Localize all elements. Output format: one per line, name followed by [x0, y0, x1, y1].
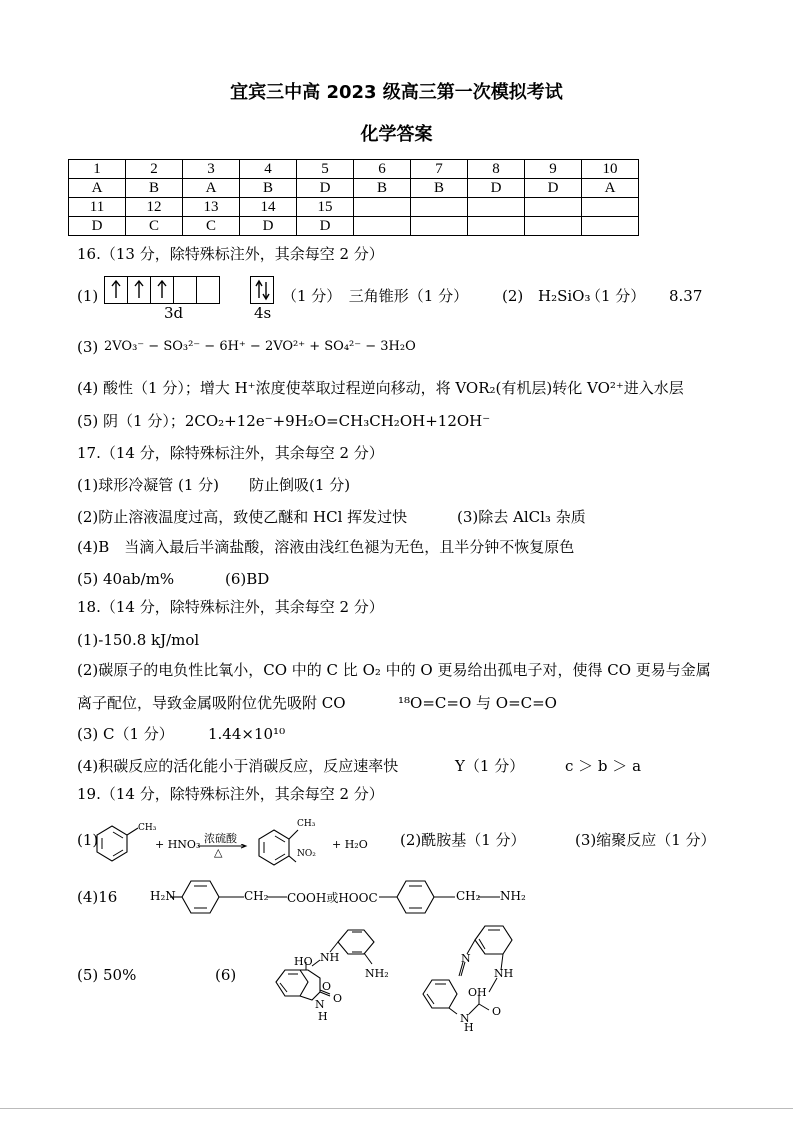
q19-header: 19.（14 分，除特殊标注外，其余每空 2 分） — [77, 785, 384, 803]
answer-table-cell: 14 — [240, 198, 297, 217]
q16-part2-note: （1 分） — [586, 287, 646, 305]
answer-table-cell — [411, 217, 468, 236]
s2-n-label: N — [461, 952, 471, 965]
product-ch3-label: CH₃ — [297, 819, 316, 829]
q16-part2-value: 8.37 — [669, 287, 703, 305]
q16-header: 16.（13 分，除特殊标注外，其余每空 2 分） — [77, 245, 384, 263]
s1-nh2-label: NH₂ — [365, 967, 389, 980]
answer-table-cell — [411, 198, 468, 217]
q19-part6-number: (6) — [215, 966, 237, 984]
orbital-box-up-arrow-icon — [105, 277, 128, 303]
isomer-ch2-label-2: CH₂ — [456, 889, 481, 903]
s2-carbonyl-o-label: O — [492, 1005, 502, 1018]
q18-line5-part4: (4)积碳反应的活化能小于消碳反应，反应速率快 — [77, 757, 399, 775]
q18-line3: 离子配位，导致金属吸附位优先吸附 CO — [77, 694, 346, 712]
heat-label: △ — [214, 846, 223, 859]
q19-part3: (3)缩聚反应（1 分） — [575, 831, 716, 849]
answer-table-cell: D — [297, 179, 354, 198]
s2-oh-label: OH — [468, 986, 487, 999]
exam-title: 宜宾三中高 2023 级高三第一次模拟考试 — [230, 82, 563, 103]
answer-table-cell — [525, 198, 582, 217]
q18-line1: (1)-150.8 kJ/mol — [77, 631, 200, 649]
orbital-diagram-4s — [250, 276, 274, 304]
q17-line2: (2)防止溶液温度过高，致使乙醚和 HCl 挥发过快 — [77, 508, 408, 526]
q16-part1-number: (1) — [77, 287, 99, 305]
s2-nh-label: NH — [494, 967, 514, 980]
orbital-label-4s: 4s — [254, 304, 272, 322]
q19-part4-number: (4)16 — [77, 888, 118, 906]
answer-table — [68, 159, 639, 236]
bond-line — [267, 896, 287, 900]
orbital-box-up-down-arrow-icon — [251, 277, 273, 303]
orbital-box-up-arrow-icon — [128, 277, 151, 303]
toluene-ch3-label: CH₃ — [138, 823, 157, 833]
s1-nh-label: NH — [320, 951, 340, 964]
answer-table-cell: 11 — [69, 198, 126, 217]
answer-table-cell: B — [411, 179, 468, 198]
answer-table-cell: D — [468, 179, 525, 198]
answer-table-cell: 1 — [69, 160, 126, 179]
q17-line3: (4)B 当滴入最后半滴盐酸，溶液由浅红色褪为无色，且半分钟不恢复原色 — [77, 538, 575, 556]
answer-table-cell: 8 — [468, 160, 525, 179]
answer-table-cell — [354, 198, 411, 217]
answer-table-cell: 9 — [525, 160, 582, 179]
exam-subtitle: 化学答案 — [360, 124, 433, 145]
s2-h-label: H — [464, 1021, 474, 1034]
answer-table-row — [69, 198, 639, 217]
s1-carbonyl-o-label: O — [333, 992, 343, 1005]
q17-line1: (1)球形冷凝管 (1 分) 防止倒吸(1 分) — [77, 476, 351, 494]
reaction-arrow-icon — [198, 844, 248, 850]
isomer-ch2-label-1: CH₂ — [244, 889, 269, 903]
orbital-diagram-3d — [104, 276, 220, 304]
q18-line2: (2)碳原子的电负性比氧小，CO 中的 C 比 O₂ 中的 O 更易给出孤电子对，使得 CO 更易与金属 — [77, 661, 711, 679]
answer-table-cell: 4 — [240, 160, 297, 179]
q16-part5: (5) 阴（1 分）；2CO₂+12e⁻+9H₂O=CH₃CH₂OH+12OH⁻ — [77, 412, 491, 430]
q19-part5: (5) 50% — [77, 966, 137, 984]
s1-ho-label: HO — [294, 955, 313, 968]
answer-table-cell: C — [126, 217, 183, 236]
s1-n-label: N — [315, 998, 325, 1011]
q18-header: 18.（14 分，除特殊标注外，其余每空 2 分） — [77, 598, 384, 616]
answer-table-cell: 15 — [297, 198, 354, 217]
orbital-box-empty — [174, 277, 197, 303]
answer-table-cell: B — [126, 179, 183, 198]
product-no2-label: NO₂ — [297, 849, 316, 859]
answer-table-cell: 10 — [582, 160, 639, 179]
isomer-h2n-label: H₂N — [150, 889, 176, 903]
q18-line3-isotope: ¹⁸O=C=O 与 O=C=O — [398, 694, 557, 712]
s1-ring-o-label: O — [322, 980, 332, 993]
answer-table-cell: 6 — [354, 160, 411, 179]
q17-header: 17.（14 分，除特殊标注外，其余每空 2 分） — [77, 444, 384, 462]
answer-table-cell: D — [297, 217, 354, 236]
answer-table-cell: D — [69, 217, 126, 236]
s2-n-bottom-label: N — [460, 1012, 470, 1025]
answer-table-cell: B — [240, 179, 297, 198]
q17-line2-part3: (3)除去 AlCl₃ 杂质 — [457, 508, 586, 526]
answer-table-cell — [468, 198, 525, 217]
orbital-box-up-arrow-icon — [151, 277, 174, 303]
answer-table-cell — [468, 217, 525, 236]
answer-table-cell: 3 — [183, 160, 240, 179]
q17-line4-part6: (6)BD — [225, 570, 270, 588]
answer-table-cell — [582, 198, 639, 217]
answer-table-cell: A — [183, 179, 240, 198]
answer-table-cell: 13 — [183, 198, 240, 217]
water-product: + H₂O — [332, 838, 368, 851]
orbital-box-empty — [197, 277, 219, 303]
hno3-reagent: + HNO₃ — [155, 838, 201, 851]
answer-table-cell — [582, 217, 639, 236]
q16-part2-number: (2) — [502, 287, 524, 305]
s1-h-label: H — [318, 1010, 328, 1023]
q16-part3-number: (3) — [77, 338, 99, 356]
answer-table-cell: A — [582, 179, 639, 198]
answer-table-cell: A — [69, 179, 126, 198]
answer-table-cell — [354, 217, 411, 236]
answer-table-cell: 7 — [411, 160, 468, 179]
isomer-cooh-or-hooc-label: COOH或HOOC — [287, 891, 378, 905]
benzene-ring-1 — [170, 876, 250, 916]
q18-line4-value: 1.44×10¹⁰ — [208, 725, 286, 743]
q18-line4-part3: (3) C（1 分） — [77, 725, 174, 743]
answer-table-row — [69, 179, 639, 198]
answer-table-cell: D — [525, 179, 582, 198]
page-bottom-divider — [0, 1108, 793, 1109]
orbital-label-3d: 3d — [164, 304, 184, 322]
answer-table-cell — [525, 217, 582, 236]
q16-part2-formula: H₂SiO₃ — [538, 287, 591, 305]
answer-table-cell: 5 — [297, 160, 354, 179]
isomer-nh2-label: NH₂ — [500, 889, 526, 903]
answer-table-row — [69, 160, 639, 179]
q19-part1-number: (1) — [77, 831, 99, 849]
q19-part2: (2)酰胺基（1 分） — [400, 831, 526, 849]
q16-part3-equation: 2VO₃⁻ − SO₃²⁻ − 6H⁺ − 2VO²⁺ + SO₄²⁻ − 3H₂O — [104, 339, 416, 354]
answer-table-cell: D — [240, 217, 297, 236]
q16-part1-answers: （1 分） 三角锥形（1 分） — [282, 287, 469, 305]
answer-table-cell: 2 — [126, 160, 183, 179]
answer-table-cell: 12 — [126, 198, 183, 217]
bond-line-2 — [478, 896, 500, 900]
q16-part4: (4) 酸性（1 分）；增大 H⁺浓度使萃取过程逆向移动，将 VOR₂(有机层)转化 VO²⁺进入水层 — [77, 379, 684, 397]
q17-line4-part5: (5) 40ab/m% — [77, 570, 175, 588]
catalyst-label: 浓硫酸 — [204, 832, 237, 845]
answer-table-row — [69, 217, 639, 236]
answer-table-cell: B — [354, 179, 411, 198]
q18-line5-order: c ＞ b ＞ a — [565, 757, 642, 775]
answer-table-cell: C — [183, 217, 240, 236]
q18-line5-y: Y（1 分） — [455, 757, 525, 775]
